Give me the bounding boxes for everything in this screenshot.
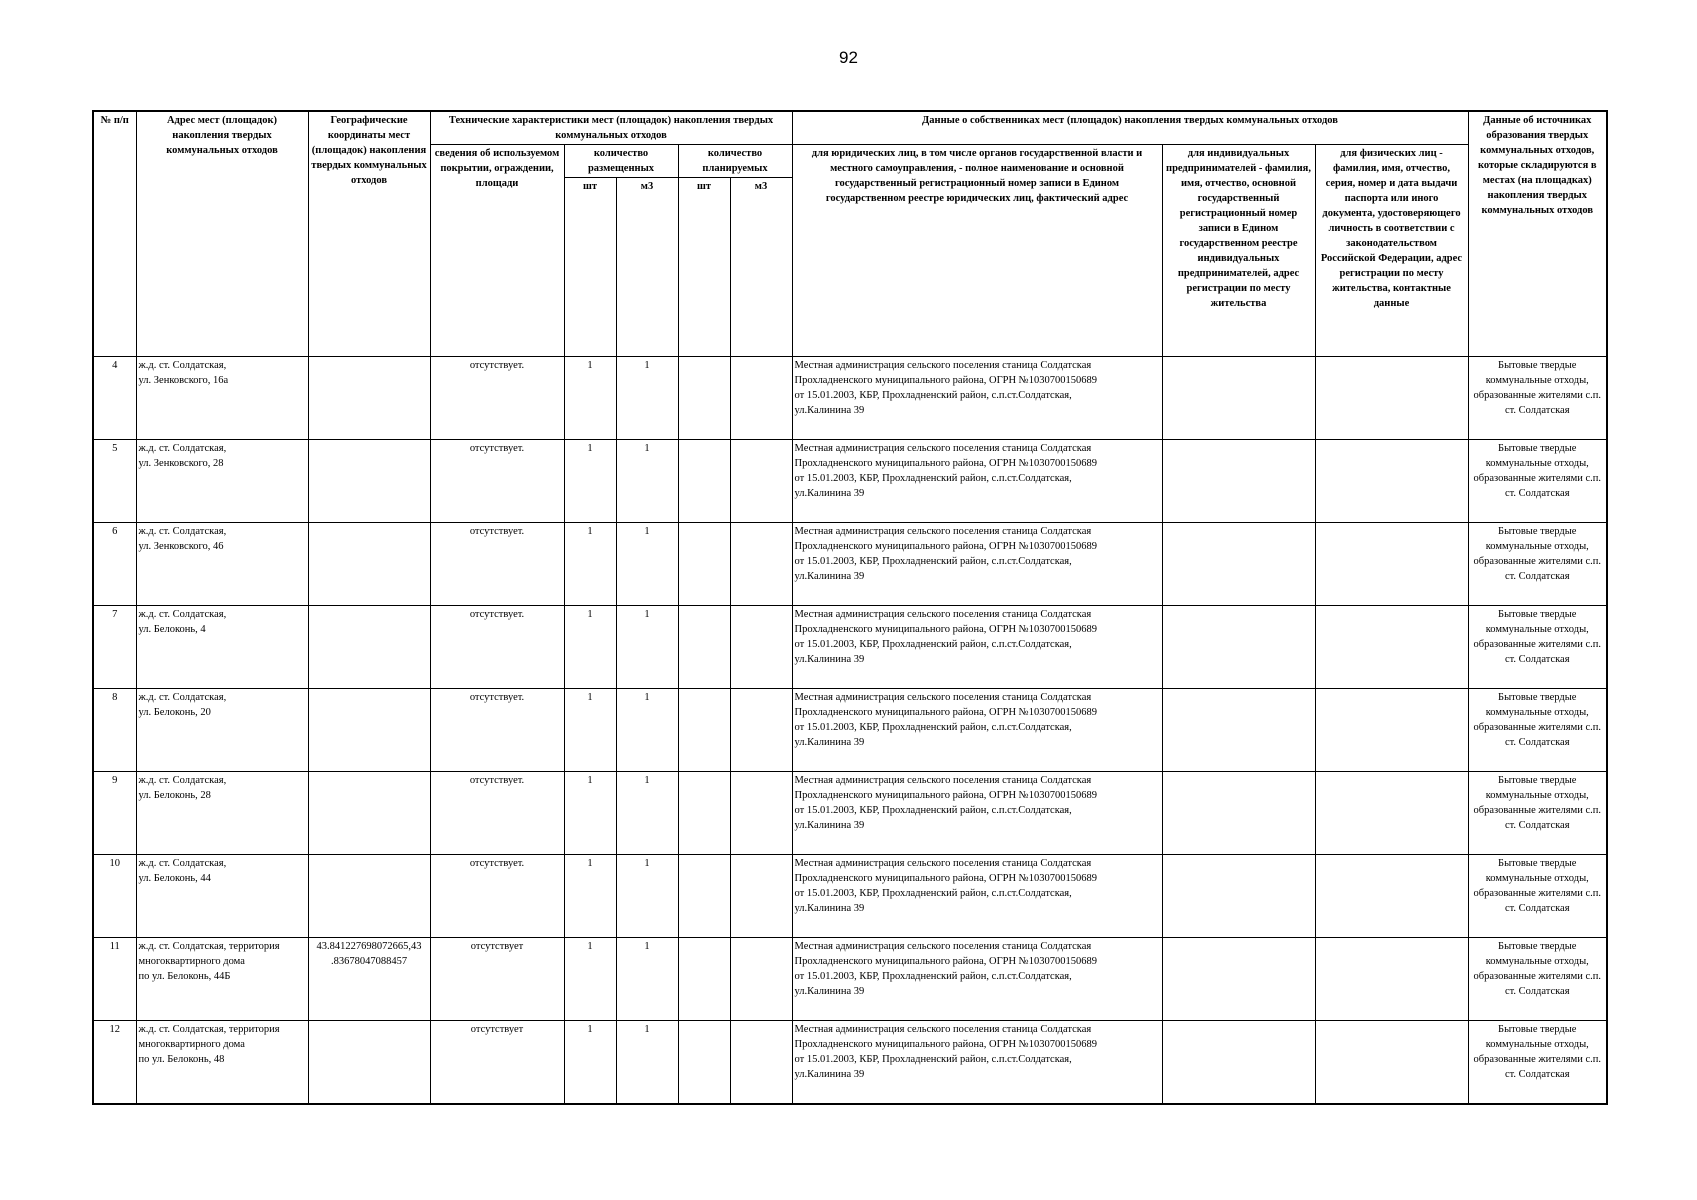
cell-sources: Бытовые твердые коммунальные отходы, образованные жителями с.п. ст. Солдатская xyxy=(1468,938,1607,1021)
cell-plan-m3 xyxy=(730,440,792,523)
page-number: 92 xyxy=(839,48,858,67)
cell-m3: 1 xyxy=(616,523,678,606)
cell-ip xyxy=(1162,772,1315,855)
header-owners: Данные о собственниках мест (площадок) накопления твердых коммунальных отходов xyxy=(792,111,1468,145)
header-tech-cover: сведения об используемом покрытии, ограждении, площади xyxy=(430,145,564,357)
cell-geo xyxy=(308,606,430,689)
cell-phys xyxy=(1315,357,1468,440)
cell-plan-pcs xyxy=(678,523,730,606)
cell-legal: Местная администрация сельского поселения станица Солдатская Прохладненского муниципального района, ОГРН №1030700150689 от 15.01.2003, КБР, Прохладненский район, с.п.ст.Солдатская, ул.Калинина 39 xyxy=(792,606,1162,689)
cell-address: ж.д. ст. Солдатская, ул. Зенковского, 46 xyxy=(136,523,308,606)
cell-ip xyxy=(1162,938,1315,1021)
cell-plan-pcs xyxy=(678,606,730,689)
cell-phys xyxy=(1315,772,1468,855)
header-owners-phys: для физических лиц - фамилия, имя, отчество, серия, номер и дата выдачи паспорта или иного документа, удостоверяющего личность в соответствии с законодательством Российской Федерации, адрес регистрации по месту жительства, контактные данные xyxy=(1315,145,1468,357)
table-row xyxy=(93,938,1607,1021)
cell-sources: Бытовые твердые коммунальные отходы, образованные жителями с.п. ст. Солдатская xyxy=(1468,1021,1607,1105)
cell-phys xyxy=(1315,440,1468,523)
cell-address: ж.д. ст. Солдатская, ул. Белоконь, 44 xyxy=(136,855,308,938)
cell-pcs: 1 xyxy=(564,606,616,689)
cell-plan-m3 xyxy=(730,523,792,606)
cell-num: 8 xyxy=(93,689,136,772)
cell-plan-pcs xyxy=(678,1021,730,1105)
table-row xyxy=(93,523,1607,606)
cell-pcs: 1 xyxy=(564,772,616,855)
cell-plan-pcs xyxy=(678,689,730,772)
cell-geo xyxy=(308,357,430,440)
cell-plan-m3 xyxy=(730,855,792,938)
cell-geo xyxy=(308,772,430,855)
cell-address: ж.д. ст. Солдатская, ул. Белоконь, 20 xyxy=(136,689,308,772)
cell-legal: Местная администрация сельского поселения станица Солдатская Прохладненского муниципального района, ОГРН №1030700150689 от 15.01.2003, КБР, Прохладненский район, с.п.ст.Солдатская, ул.Калинина 39 xyxy=(792,523,1162,606)
cell-plan-pcs xyxy=(678,855,730,938)
cell-plan-pcs xyxy=(678,440,730,523)
cell-pcs: 1 xyxy=(564,689,616,772)
cell-legal: Местная администрация сельского поселения станица Солдатская Прохладненского муниципального района, ОГРН №1030700150689 от 15.01.2003, КБР, Прохладненский район, с.п.ст.Солдатская, ул.Калинина 39 xyxy=(792,357,1162,440)
header-unit-pcs: шт xyxy=(564,178,616,357)
cell-num: 10 xyxy=(93,855,136,938)
cell-pcs: 1 xyxy=(564,938,616,1021)
header-address: Адрес мест (площадок) накопления твердых коммунальных отходов xyxy=(136,111,308,357)
cell-num: 7 xyxy=(93,606,136,689)
cell-legal: Местная администрация сельского поселения станица Солдатская Прохладненского муниципального района, ОГРН №1030700150689 от 15.01.2003, КБР, Прохладненский район, с.п.ст.Солдатская, ул.Калинина 39 xyxy=(792,1021,1162,1105)
cell-cover: отсутствует. xyxy=(430,772,564,855)
cell-cover: отсутствует. xyxy=(430,440,564,523)
cell-geo xyxy=(308,689,430,772)
cell-cover: отсутствует. xyxy=(430,855,564,938)
table-row xyxy=(93,855,1607,938)
cell-legal: Местная администрация сельского поселения станица Солдатская Прохладненского муниципального района, ОГРН №1030700150689 от 15.01.2003, КБР, Прохладненский район, с.п.ст.Солдатская, ул.Калинина 39 xyxy=(792,938,1162,1021)
cell-plan-m3 xyxy=(730,689,792,772)
cell-geo xyxy=(308,1021,430,1105)
cell-cover: отсутствует. xyxy=(430,523,564,606)
cell-m3: 1 xyxy=(616,855,678,938)
cell-cover: отсутствует xyxy=(430,1021,564,1105)
cell-ip xyxy=(1162,523,1315,606)
registry-table xyxy=(92,110,1608,1105)
cell-ip xyxy=(1162,440,1315,523)
cell-ip xyxy=(1162,689,1315,772)
cell-address: ж.д. ст. Солдатская, ул. Белоконь, 4 xyxy=(136,606,308,689)
header-tech-qty-planned: количество планируемых xyxy=(678,145,792,178)
cell-plan-m3 xyxy=(730,938,792,1021)
cell-phys xyxy=(1315,1021,1468,1105)
cell-m3: 1 xyxy=(616,357,678,440)
header-unit-plan-pcs: шт xyxy=(678,178,730,357)
cell-plan-pcs xyxy=(678,772,730,855)
table-row xyxy=(93,357,1607,440)
cell-plan-pcs xyxy=(678,938,730,1021)
cell-num: 6 xyxy=(93,523,136,606)
table-row xyxy=(93,689,1607,772)
cell-sources: Бытовые твердые коммунальные отходы, образованные жителями с.п. ст. Солдатская xyxy=(1468,440,1607,523)
cell-m3: 1 xyxy=(616,440,678,523)
header-unit-plan-m3: м3 xyxy=(730,178,792,357)
cell-phys xyxy=(1315,606,1468,689)
table-row xyxy=(93,606,1607,689)
cell-pcs: 1 xyxy=(564,357,616,440)
cell-m3: 1 xyxy=(616,938,678,1021)
cell-sources: Бытовые твердые коммунальные отходы, образованные жителями с.п. ст. Солдатская xyxy=(1468,689,1607,772)
header-owners-ip: для индивидуальных предпринимателей - фамилия, имя, отчество, основной государственный регистрационный номер записи в Едином государственном реестре индивидуальных предпринимателей, адрес регистрации по месту жительства xyxy=(1162,145,1315,357)
cell-phys xyxy=(1315,938,1468,1021)
cell-num: 4 xyxy=(93,357,136,440)
cell-sources: Бытовые твердые коммунальные отходы, образованные жителями с.п. ст. Солдатская xyxy=(1468,357,1607,440)
cell-m3: 1 xyxy=(616,772,678,855)
cell-geo: 43.841227698072665,43 .83678047088457 xyxy=(308,938,430,1021)
cell-m3: 1 xyxy=(616,606,678,689)
cell-legal: Местная администрация сельского поселения станица Солдатская Прохладненского муниципального района, ОГРН №1030700150689 от 15.01.2003, КБР, Прохладненский район, с.п.ст.Солдатская, ул.Калинина 39 xyxy=(792,689,1162,772)
cell-m3: 1 xyxy=(616,1021,678,1105)
cell-phys xyxy=(1315,689,1468,772)
cell-sources: Бытовые твердые коммунальные отходы, образованные жителями с.п. ст. Солдатская xyxy=(1468,772,1607,855)
cell-plan-m3 xyxy=(730,606,792,689)
cell-phys xyxy=(1315,855,1468,938)
cell-address: ж.д. ст. Солдатская, ул. Зенковского, 28 xyxy=(136,440,308,523)
cell-address: ж.д. ст. Солдатская, территория многоквартирного дома по ул. Белоконь, 48 xyxy=(136,1021,308,1105)
cell-geo xyxy=(308,440,430,523)
cell-plan-m3 xyxy=(730,772,792,855)
cell-pcs: 1 xyxy=(564,440,616,523)
cell-num: 9 xyxy=(93,772,136,855)
header-geo: Географические координаты мест (площадок) накопления твердых коммунальных отходов xyxy=(308,111,430,357)
header-sources: Данные об источниках образования твердых коммунальных отходов, которые складируются в местах (на площадках) накопления твердых коммунальных отходов xyxy=(1468,111,1607,357)
cell-cover: отсутствует. xyxy=(430,357,564,440)
cell-plan-pcs xyxy=(678,357,730,440)
cell-address: ж.д. ст. Солдатская, территория многоквартирного дома по ул. Белоконь, 44Б xyxy=(136,938,308,1021)
table-row xyxy=(93,772,1607,855)
cell-sources: Бытовые твердые коммунальные отходы, образованные жителями с.п. ст. Солдатская xyxy=(1468,855,1607,938)
cell-legal: Местная администрация сельского поселения станица Солдатская Прохладненского муниципального района, ОГРН №1030700150689 от 15.01.2003, КБР, Прохладненский район, с.п.ст.Солдатская, ул.Калинина 39 xyxy=(792,855,1162,938)
cell-geo xyxy=(308,855,430,938)
cell-ip xyxy=(1162,357,1315,440)
cell-ip xyxy=(1162,1021,1315,1105)
cell-plan-m3 xyxy=(730,1021,792,1105)
cell-ip xyxy=(1162,606,1315,689)
registry-body xyxy=(93,357,1607,1105)
table-row xyxy=(93,440,1607,523)
cell-pcs: 1 xyxy=(564,855,616,938)
cell-cover: отсутствует xyxy=(430,938,564,1021)
header-num: № п/п xyxy=(93,111,136,357)
header-tech-qty-placed: количество размещенных xyxy=(564,145,678,178)
cell-pcs: 1 xyxy=(564,1021,616,1105)
cell-sources: Бытовые твердые коммунальные отходы, образованные жителями с.п. ст. Солдатская xyxy=(1468,523,1607,606)
cell-num: 11 xyxy=(93,938,136,1021)
cell-cover: отсутствует. xyxy=(430,689,564,772)
cell-ip xyxy=(1162,855,1315,938)
header-owners-legal: для юридических лиц, в том числе органов государственной власти и местного самоуправления, - полное наименование и основной государственный регистрационный номер записи в Едином государственном реестре юридических лиц, фактический адрес xyxy=(792,145,1162,357)
cell-legal: Местная администрация сельского поселения станица Солдатская Прохладненского муниципального района, ОГРН №1030700150689 от 15.01.2003, КБР, Прохладненский район, с.п.ст.Солдатская, ул.Калинина 39 xyxy=(792,772,1162,855)
cell-plan-m3 xyxy=(730,357,792,440)
cell-legal: Местная администрация сельского поселения станица Солдатская Прохладненского муниципального района, ОГРН №1030700150689 от 15.01.2003, КБР, Прохладненский район, с.п.ст.Солдатская, ул.Калинина 39 xyxy=(792,440,1162,523)
cell-sources: Бытовые твердые коммунальные отходы, образованные жителями с.п. ст. Солдатская xyxy=(1468,606,1607,689)
cell-geo xyxy=(308,523,430,606)
cell-address: ж.д. ст. Солдатская, ул. Зенковского, 16а xyxy=(136,357,308,440)
table-row xyxy=(93,1021,1607,1105)
cell-cover: отсутствует. xyxy=(430,606,564,689)
cell-num: 12 xyxy=(93,1021,136,1105)
header-tech: Технические характеристики мест (площадок) накопления твердых коммунальных отходов xyxy=(430,111,792,145)
cell-m3: 1 xyxy=(616,689,678,772)
cell-phys xyxy=(1315,523,1468,606)
cell-pcs: 1 xyxy=(564,523,616,606)
cell-address: ж.д. ст. Солдатская, ул. Белоконь, 28 xyxy=(136,772,308,855)
header-unit-m3: м3 xyxy=(616,178,678,357)
cell-num: 5 xyxy=(93,440,136,523)
